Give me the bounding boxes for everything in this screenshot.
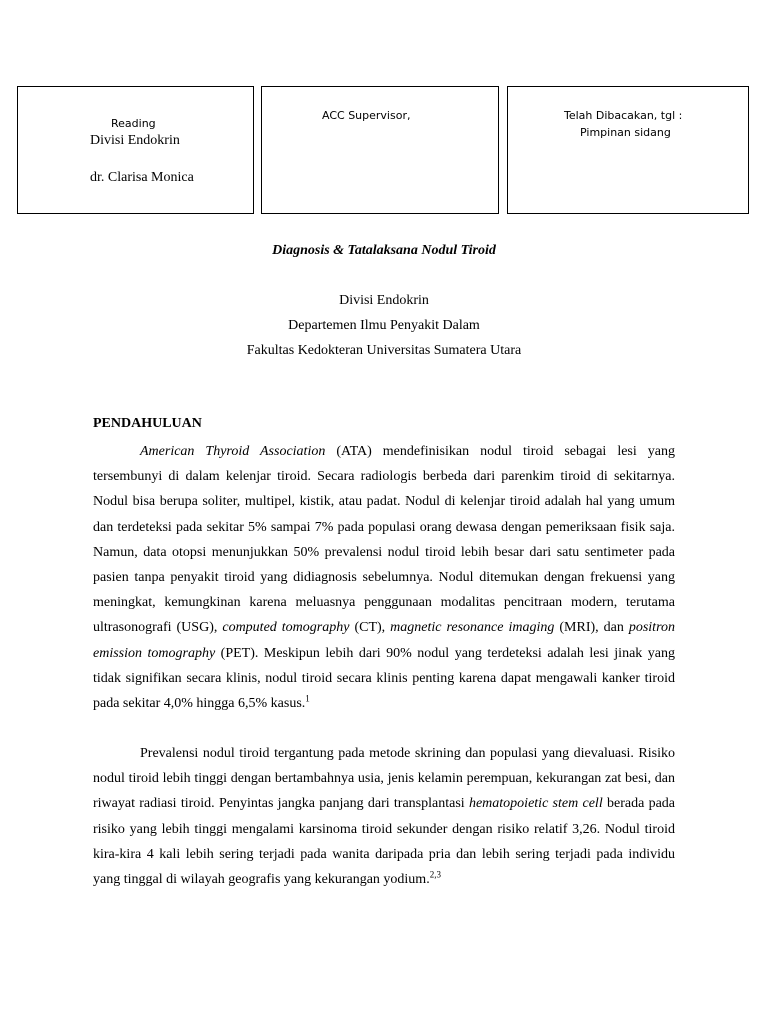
p1-text-1: (ATA) mendefinisikan nodul tiroid sebagai lesi yang tersembunyi di dalam kelenjar tiroid. Secara radiologis berbeda dari parenkim tiroid di sekitarnya. Nodul bisa berupa soliter, multipel, kistik, atau padat. Nodul di kelenjar tiroid adalah hal yang umum dan terdeteksi pada sekitar 5% sampai 7% pada populasi orang dewasa dengan pemeriksaan fisik saja. Namun, data otopsi menunjukkan 50% prevalensi nodul tiroid lebih besar dari satu sentimeter pada pasien tanpa penyakit tiroid yang didiagnosis sebelumnya. Nodul ditemukan dengan frekuensi yang meningkat, kemungkinan karena meluasnya penggunaan modalitas pencitraan modern, terutama ultrasonografi (USG), bbox=[93, 444, 675, 636]
pet-term: positron emission tomography bbox=[93, 620, 675, 661]
citation-2: 2,3 bbox=[429, 869, 441, 880]
p1-text-4: (PET). Meskipun lebih dari 90% nodul yang terdeteksi adalah lesi jinak yang tidak signifikan secara klinis, nodul tiroid secara klinis penting karena dapat mengawali kanker tiroid pada sekitar 4,0% hingga 6,5% kasus. bbox=[93, 645, 675, 712]
paragraph-1 bbox=[93, 439, 675, 716]
ct-term: computed tomography bbox=[222, 620, 350, 636]
affiliation-division: Divisi Endokrin bbox=[339, 293, 429, 308]
reading-signature-box bbox=[17, 86, 254, 214]
p1-text-3: (MRI), dan bbox=[554, 620, 629, 636]
read-date-box bbox=[507, 86, 749, 214]
hsc-term: hematopoietic stem cell bbox=[468, 796, 603, 812]
p2-text-2: berada pada risiko yang lebih tinggi mengalami karsinoma tiroid sekunder dengan risiko relatif 3,26. Nodul tiroid kira-kira 4 kali lebih sering terjadi pada wanita daripada pria dan lebih sering terjadi pada individu yang tinggal di wilayah geografis yang kekurangan yodium. bbox=[93, 796, 676, 888]
read-date-label: Telah Dibacakan, tgl : bbox=[564, 109, 683, 122]
document-title: Diagnosis & Tatalaksana Nodul Tiroid bbox=[272, 243, 496, 258]
citation-1: 1 bbox=[305, 693, 310, 704]
p2-text-1: Prevalensi nodul tiroid tergantung pada metode skrining dan populasi yang dievaluasi. Risiko nodul tiroid lebih tinggi dengan bertambahnya usia, jenis kelamin perempuan, kekurangan zat besi, dan riwayat radiasi tiroid. Penyintas jangka panjang dari transplantasi bbox=[93, 746, 675, 812]
ata-term: American Thyroid Association bbox=[140, 444, 326, 459]
reader-name: dr. Clarisa Monica bbox=[90, 170, 194, 185]
supervisor-label: ACC Supervisor, bbox=[322, 109, 411, 122]
session-chair-label: Pimpinan sidang bbox=[580, 126, 671, 139]
affiliation-department: Departemen Ilmu Penyakit Dalam bbox=[288, 318, 480, 333]
section-heading: PENDAHULUAN bbox=[93, 416, 202, 431]
affiliation-faculty: Fakultas Kedokteran Universitas Sumatera Utara bbox=[246, 343, 522, 358]
reading-division: Divisi Endokrin bbox=[90, 133, 180, 148]
supervisor-approval-box bbox=[261, 86, 499, 214]
mri-term: magnetic resonance imaging bbox=[390, 620, 555, 636]
p1-text-2: (CT), bbox=[349, 620, 391, 636]
reading-label: Reading bbox=[111, 117, 156, 130]
paragraph-2 bbox=[93, 741, 675, 892]
